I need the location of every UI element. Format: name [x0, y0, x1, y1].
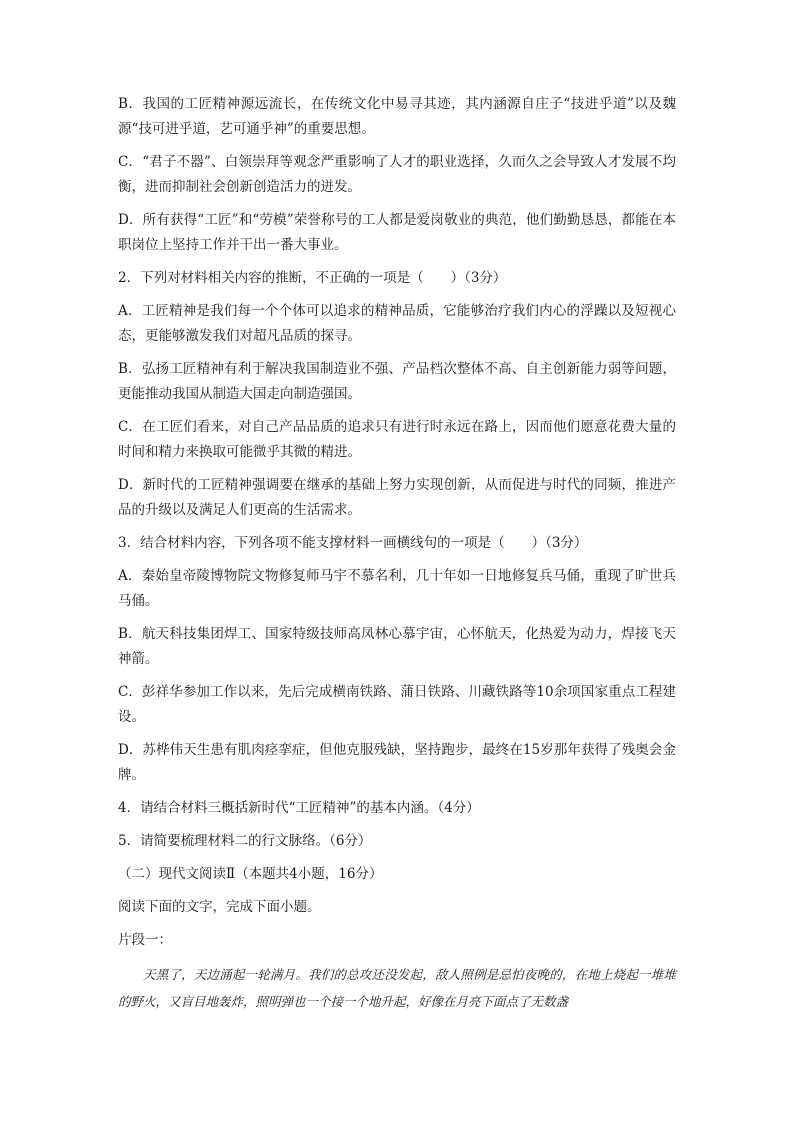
option-b-q2: B．弘扬工匠精神有利于解决我国制造业不强、产品档次整体不高、自主创新能力弱等问题，更能推动我国从制造大国走向制造强国。 [118, 361, 676, 402]
excerpt-text: 天黑了，天边涌起一轮满月。我们的总攻还没发起，敌人照例是忌怕夜晚的，在地上烧起一堆堆的野火，又盲目地轰炸，照明弹也一个接一个地升起，好像在月亮下面点了无数盏 [118, 967, 676, 1009]
question-5: 5．请简要梳理材料二的行文脉络。（6分） [118, 833, 372, 849]
option-b-q1: B．我国的工匠精神源远流长，在传统文化中易寻其迹，其内涵源自庄子“技进乎道”以及魏源“技可进乎道，艺可通乎神”的重要思想。 [118, 96, 676, 137]
section-heading: （二）现代文阅读Ⅱ（本题共4小题，16分） [118, 866, 383, 882]
question-4: 4．请结合材料三概括新时代“工匠精神”的基本内涵。（4分） [118, 800, 480, 816]
option-a-q3: A．秦始皇帝陵博物院文物修复师马宇不慕名利，几十年如一日地修复兵马俑，重现了旷世兵马俑。 [118, 568, 676, 609]
reading-instruction: 阅读下面的文字，完成下面小题。 [118, 899, 321, 915]
option-c-q2: C．在工匠们看来，对自己产品品质的追求只有进行时永远在路上，因而他们愿意花费大量的时间和精力来换取可能微乎其微的精进。 [118, 419, 676, 460]
option-d-q2: D．新时代的工匠精神强调要在继承的基础上努力实现创新，从而促进与时代的同频，推进产品的升级以及满足人们更高的生活需求。 [118, 477, 676, 518]
question-2: 2．下列对材料相关内容的推断，不正确的一项是（ ）（3分） [118, 270, 507, 286]
option-a-q2: A．工匠精神是我们每一个个体可以追求的精神品质，它能够治疗我们内心的浮躁以及短视心态，更能够激发我们对超凡品质的探寻。 [118, 303, 676, 344]
option-c-q3: C．彭祥华参加工作以来，先后完成横南铁路、蒲日铁路、川藏铁路等10余项国家重点工程建设。 [118, 684, 676, 725]
option-d-q1: D．所有获得“工匠”和“劳模”荣誉称号的工人都是爱岗敬业的典范，他们勤勤恳恳，都能在本职岗位上坚持工作并干出一番大事业。 [118, 212, 676, 253]
option-b-q3: B．航天科技集团焊工、国家特级技师高凤林心慕宇宙，心怀航天，化热爱为动力，焊接飞天神箭。 [118, 626, 676, 667]
option-d-q3: D．苏桦伟天生患有肌肉痉挛症，但他克服残缺，坚持跑步，最终在15岁那年获得了残奥会金牌。 [118, 742, 676, 783]
question-3: 3．结合材料内容，下列各项不能支撑材料一画横线句的一项是（ ）（3分） [118, 535, 588, 551]
option-c-q1: C．“君子不器”、白领崇拜等观念严重影响了人才的职业选择，久而久之会导致人才发展不均衡，进而抑制社会创新创造活力的迸发。 [118, 154, 676, 195]
page-content [118, 92, 676, 1015]
excerpt-label: 片段一： [118, 932, 172, 948]
